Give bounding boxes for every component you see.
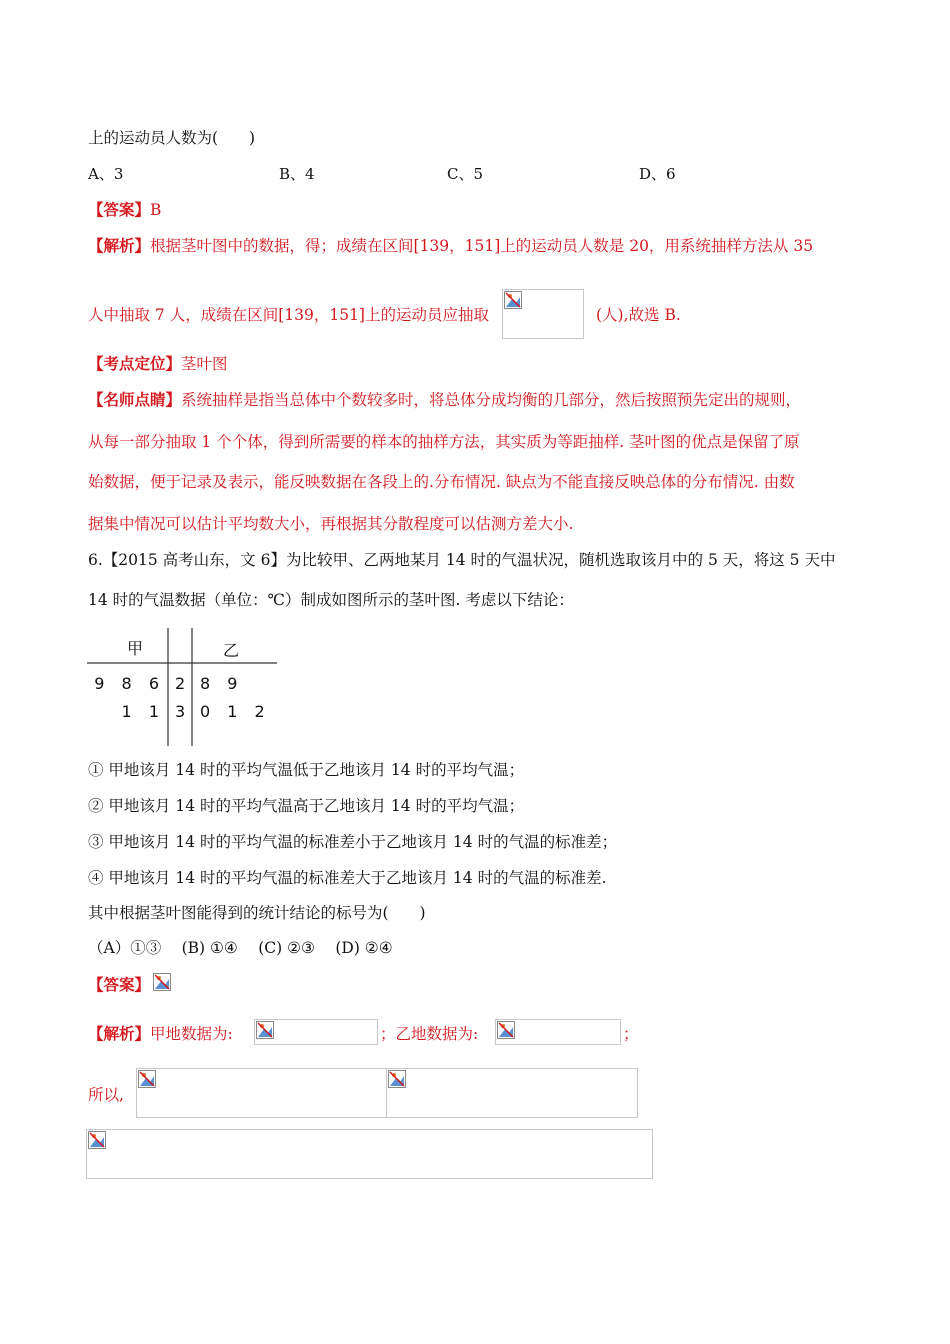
q5-answer <box>88 200 161 220</box>
conclusion-4: ④ 甲地该月 14 时的平均气温的标准差大于乙地该月 14 时的气温的标准差. <box>88 869 607 887</box>
q5-analysis-line2 <box>88 305 489 325</box>
broken-image-icon <box>388 1070 406 1088</box>
kaodian-tag: 【考点定位】 <box>88 354 182 373</box>
analysis-text-a: 甲地数据为: <box>150 1025 233 1043</box>
option-b: B、4 <box>279 165 315 183</box>
q5-mingshi-line4: 据集中情况可以估计平均数大小，再根据其分散程度可以估测方差大小. <box>88 515 574 533</box>
formula-image-1 <box>136 1068 387 1118</box>
q5-analysis-line1 <box>88 236 813 256</box>
answer-tag: 【答案】 <box>88 200 151 219</box>
broken-image-icon <box>497 1021 515 1039</box>
q6-choices: （A）①③ (B) ①④ (C) ②③ (D) ②④ <box>88 939 393 957</box>
analysis-text: 根据茎叶图中的数据，得；成绩在区间[139，151]上的运动员人数是 20，用系统抽样方法从 35 <box>150 237 814 255</box>
answer-image <box>153 973 173 993</box>
option-a: A、3 <box>88 165 124 183</box>
q5-mingshi-line2: 从每一部分抽取 1 个个体，得到所需要的样本的抽样方法，其实质为等距抽样. 茎叶图的优点是保留了原 <box>88 433 800 451</box>
row2-leaves-right: 0 1 2 <box>200 702 271 721</box>
option-c: C、5 <box>447 165 484 183</box>
conclusion-1: ① 甲地该月 14 时的平均气温低于乙地该月 14 时的平均气温； <box>88 761 525 779</box>
q5-analysis-line2-end: (人),故选 B. <box>596 306 681 324</box>
left-header: 甲 <box>127 639 144 658</box>
mingshi-tag: 【名师点睛】 <box>88 390 182 409</box>
analysis-text: 人中抽取 7 人，成绩在区间[139，151]上的运动员应抽取 <box>88 306 489 324</box>
q6-analysis-c: ； <box>623 1025 639 1043</box>
row2-leaves-left: 1 1 <box>121 702 165 721</box>
q5-mingshi-line1 <box>88 390 801 410</box>
answer-value: B <box>150 201 162 219</box>
broken-image-icon <box>153 973 171 991</box>
analysis-tag: 【解析】 <box>88 236 151 255</box>
row1-leaves-right: 8 9 <box>200 674 244 693</box>
broken-image-icon <box>256 1021 274 1039</box>
option-d: D、6 <box>639 165 676 183</box>
formula-image-3 <box>86 1129 653 1179</box>
q6-line1: 6.【2015 高考山东，文 6】为比较甲、乙两地某月 14 时的气温状况，随机选取该月中的 5 天，将这 5 天中 <box>88 551 836 569</box>
stem-leaf-plot <box>87 628 277 746</box>
analysis-tag: 【解析】 <box>88 1024 151 1043</box>
conclusion-2: ② 甲地该月 14 时的平均气温高于乙地该月 14 时的平均气温； <box>88 797 525 815</box>
row1-leaves-left: 9 8 6 <box>94 674 165 693</box>
right-header: 乙 <box>223 641 240 660</box>
q5-mingshi-line3: 始数据，便于记录及表示，能反映数据在各段上的.分布情况. 缺点为不能直接反映总体的分布情况. 由数 <box>88 473 795 491</box>
q6-line2: 14 时的气温数据（单位：℃）制成如图所示的茎叶图. 考虑以下结论： <box>88 591 574 609</box>
conclusion-3: ③ 甲地该月 14 时的平均气温的标准差小于乙地该月 14 时的气温的标准差； <box>88 833 618 851</box>
q6-suoyi: 所以, <box>88 1086 124 1104</box>
q6-question: 其中根据茎叶图能得到的统计结论的标号为( ) <box>88 904 426 922</box>
broken-image-icon <box>88 1131 106 1149</box>
formula-image <box>502 289 584 339</box>
q6-answer-tag: 【答案】 <box>88 975 151 994</box>
kaodian-value: 茎叶图 <box>181 355 228 373</box>
q5-stem-tail: 上的运动员人数为( ) <box>88 129 256 147</box>
q6-analysis-b: ；乙地数据为: <box>380 1025 479 1043</box>
row2-stem: 3 <box>175 702 186 721</box>
jia-data-image <box>254 1019 378 1045</box>
formula-image-2 <box>386 1068 638 1118</box>
row1-stem: 2 <box>175 674 186 693</box>
q5-kaodian <box>88 354 228 374</box>
broken-image-icon <box>504 291 522 309</box>
broken-image-icon <box>138 1070 156 1088</box>
mingshi-text: 系统抽样是指当总体中个数较多时，将总体分成均衡的几部分，然后按照预先定出的规则， <box>181 391 802 409</box>
yi-data-image <box>495 1019 621 1045</box>
q6-analysis <box>88 1024 233 1044</box>
